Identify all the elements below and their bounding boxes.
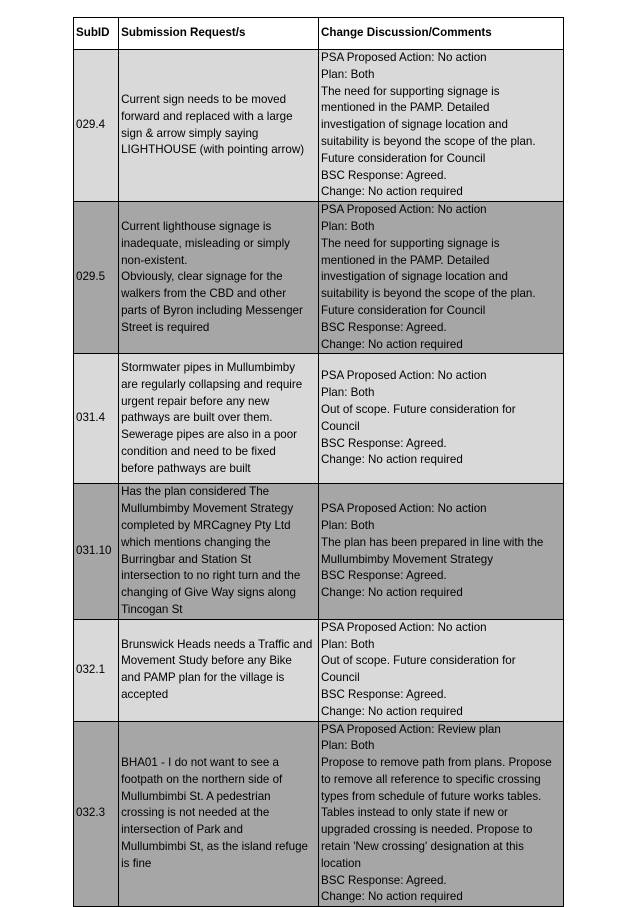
header-comments: Change Discussion/Comments <box>318 18 563 50</box>
request-cell: Stormwater pipes in Mullumbimby are regularly collapsing and require urgent repair before any new pathways are built over them. Sewerage pipes are also in a poor condition and need to be fixed before pathways are built <box>119 354 319 484</box>
request-cell: Current lighthouse signage is inadequate, misleading or simply non-existent. Obviously, clear signage for the walkers from the CBD and other parts of Byron including Messenger Street is required <box>119 202 319 354</box>
request-cell: Brunswick Heads needs a Traffic and Movement Study before any Bike and PAMP plan for the village is accepted <box>119 619 319 721</box>
comments-cell: PSA Proposed Action: No action Plan: Both Out of scope. Future consideration for Council BSC Response: Agreed. Change: No action required <box>318 354 563 484</box>
submissions-table <box>73 17 564 907</box>
table-row <box>74 354 564 484</box>
table-row <box>74 484 564 619</box>
table-row <box>74 202 564 354</box>
subid-cell: 032.1 <box>74 619 119 721</box>
subid-cell: 029.5 <box>74 202 119 354</box>
table-row <box>74 619 564 721</box>
header-row <box>74 18 564 50</box>
subid-cell: 031.10 <box>74 484 119 619</box>
subid-cell: 031.4 <box>74 354 119 484</box>
table-row <box>74 50 564 202</box>
comments-cell: PSA Proposed Action: Review plan Plan: Both Propose to remove path from plans. Propose to remove all reference to specific crossing types from schedule of future works tables. Tables instead to only state if new or upgraded crossing is needed. Propose to retain 'New crossing' designation at this location BSC Response: Agreed. Change: No action required <box>318 721 563 907</box>
comments-cell: PSA Proposed Action: No action Plan: Both The plan has been prepared in line with the Mullumbimby Movement Strategy BSC Response: Agreed. Change: No action required <box>318 484 563 619</box>
comments-cell: PSA Proposed Action: No action Plan: Both The need for supporting signage is mentioned in the PAMP. Detailed investigation of signage location and suitability is beyond the scope of the plan. Future consideration for Council BSC Response: Agreed. Change: No action required <box>318 50 563 202</box>
subid-cell: 032.3 <box>74 721 119 907</box>
comments-cell: PSA Proposed Action: No action Plan: Both Out of scope. Future consideration for Council BSC Response: Agreed. Change: No action required <box>318 619 563 721</box>
request-cell: BHA01 - I do not want to see a footpath on the northern side of Mullumbimbi St. A pedestrian crossing is not needed at the intersection of Park and Mullumbimbi St, as the island refuge is fine <box>119 721 319 907</box>
table-row <box>74 721 564 907</box>
comments-cell: PSA Proposed Action: No action Plan: Both The need for supporting signage is mentioned in the PAMP. Detailed investigation of signage location and suitability is beyond the scope of the plan. Future consideration for Council BSC Response: Agreed. Change: No action required <box>318 202 563 354</box>
subid-cell: 029.4 <box>74 50 119 202</box>
request-cell: Has the plan considered The Mullumbimby Movement Strategy completed by MRCagney Pty Ltd which mentions changing the Burringbar and Station St intersection to no right turn and the changing of Give Way signs along Tincogan St <box>119 484 319 619</box>
header-subid: SubID <box>74 18 119 50</box>
request-cell: Current sign needs to be moved forward and replaced with a large sign & arrow simply saying LIGHTHOUSE (with pointing arrow) <box>119 50 319 202</box>
header-request: Submission Request/s <box>119 18 319 50</box>
